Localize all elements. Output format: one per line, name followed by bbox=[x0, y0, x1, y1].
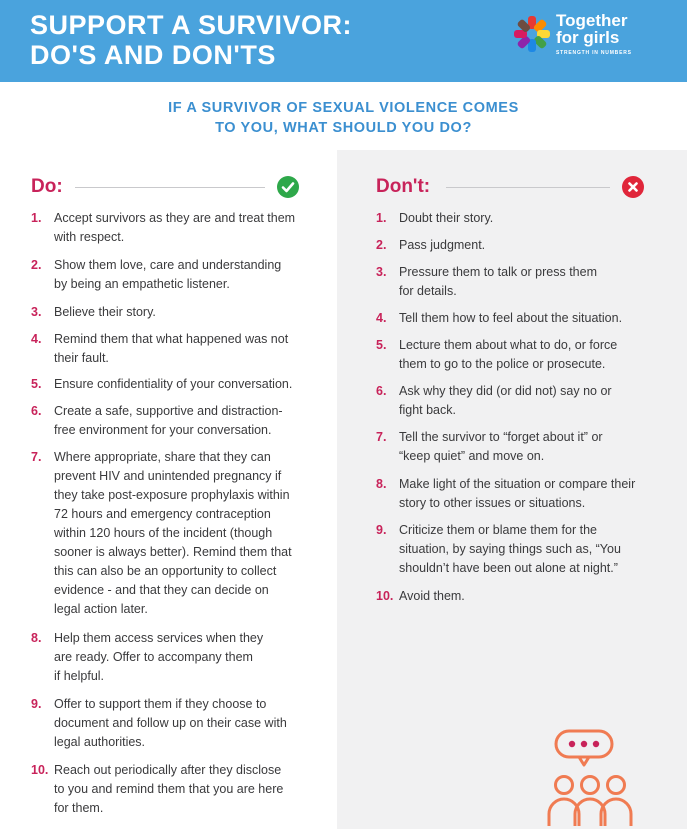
item-line: Doubt their story. bbox=[399, 211, 494, 225]
item-number: 2. bbox=[376, 238, 387, 252]
item-line: shouldn’t have been out alone at night.” bbox=[399, 561, 618, 575]
title-line-2: DO'S AND DON'TS bbox=[30, 40, 276, 70]
item-line: 72 hours and emergency contraception bbox=[54, 507, 271, 521]
item-line: are ready. Offer to accompany them bbox=[54, 650, 253, 664]
item-line: Avoid them. bbox=[399, 589, 465, 603]
item-line: them to go to the police or prosecute. bbox=[399, 357, 606, 371]
together-for-girls-logo bbox=[512, 12, 662, 64]
item-line: with respect. bbox=[54, 230, 125, 244]
item-text bbox=[399, 336, 617, 374]
item-text bbox=[399, 382, 612, 420]
item-text bbox=[54, 330, 288, 368]
item-line: within 120 hours of the incident (though bbox=[54, 526, 273, 540]
subheading-line-1: IF A SURVIVOR OF SEXUAL VIOLENCE COMES bbox=[168, 100, 519, 116]
item-text bbox=[54, 761, 283, 818]
item-number: 3. bbox=[31, 305, 42, 319]
item-number: 6. bbox=[376, 384, 387, 398]
item-line: legal action later. bbox=[54, 602, 148, 616]
item-text bbox=[399, 309, 622, 328]
page-title bbox=[30, 10, 352, 70]
item-number: 2. bbox=[31, 258, 42, 272]
do-divider bbox=[75, 187, 265, 188]
item-number: 5. bbox=[376, 338, 387, 352]
item-number: 1. bbox=[31, 211, 42, 225]
item-line: Ensure confidentiality of your conversation. bbox=[54, 377, 293, 391]
item-text bbox=[399, 475, 635, 513]
item-line: legal authorities. bbox=[54, 735, 146, 749]
logo-text-line-2: for girls bbox=[556, 28, 620, 47]
item-number: 6. bbox=[31, 404, 42, 418]
item-line: Where appropriate, share that they can bbox=[54, 450, 271, 464]
item-line: “keep quiet” and move on. bbox=[399, 449, 545, 463]
subheading bbox=[0, 98, 687, 138]
dont-divider bbox=[446, 187, 610, 188]
item-line: Create a safe, supportive and distraction- bbox=[54, 404, 283, 418]
item-line: sooner is always better). Remind them that bbox=[54, 545, 292, 559]
item-text bbox=[399, 209, 493, 228]
dont-header bbox=[376, 176, 646, 200]
item-text bbox=[54, 209, 295, 247]
item-text bbox=[54, 448, 292, 619]
item-line: Believe their story. bbox=[54, 305, 156, 319]
item-line: Tell them how to feel about the situation. bbox=[399, 311, 623, 325]
item-line: document and follow up on their case with bbox=[54, 716, 287, 730]
item-line: Help them access services when they bbox=[54, 631, 264, 645]
item-line: Remind them that what happened was not bbox=[54, 332, 289, 346]
item-line: prevent HIV and unintended pregnancy if bbox=[54, 469, 282, 483]
item-line: Accept survivors as they are and treat them bbox=[54, 211, 296, 225]
item-line: Ask why they did (or did not) say no or bbox=[399, 384, 612, 398]
logo-tagline: STRENGTH IN NUMBERS bbox=[556, 50, 632, 56]
item-number: 4. bbox=[31, 332, 42, 346]
item-text bbox=[399, 521, 621, 578]
logo-flower-icon bbox=[512, 14, 552, 54]
item-line: situation, by saying things such as, “You bbox=[399, 542, 621, 556]
item-line: Tell the survivor to “forget about it” or bbox=[399, 430, 603, 444]
item-text bbox=[54, 256, 281, 294]
item-line: by being an empathetic listener. bbox=[54, 277, 230, 291]
item-number: 5. bbox=[31, 377, 42, 391]
item-line: story to other issues or situations. bbox=[399, 496, 586, 510]
item-text bbox=[54, 629, 263, 686]
item-line: fight back. bbox=[399, 403, 456, 417]
item-line: Show them love, care and understanding bbox=[54, 258, 282, 272]
item-text bbox=[54, 402, 283, 440]
item-line: Pressure them to talk or press them bbox=[399, 265, 597, 279]
item-number: 1. bbox=[376, 211, 387, 225]
item-text bbox=[399, 587, 465, 606]
item-text bbox=[399, 428, 603, 466]
do-label: Do: bbox=[31, 176, 63, 197]
do-header bbox=[31, 176, 301, 200]
item-line: for details. bbox=[399, 284, 457, 298]
item-line: Make light of the situation or compare their bbox=[399, 477, 636, 491]
check-icon bbox=[277, 176, 299, 198]
item-number: 10. bbox=[31, 763, 49, 777]
item-line: Reach out periodically after they disclose bbox=[54, 763, 282, 777]
item-line: Offer to support them if they choose to bbox=[54, 697, 267, 711]
title-line-1: SUPPORT A SURVIVOR: bbox=[30, 10, 353, 40]
item-number: 8. bbox=[31, 631, 42, 645]
item-number: 9. bbox=[376, 523, 387, 537]
item-text bbox=[399, 236, 485, 255]
item-number: 9. bbox=[31, 697, 42, 711]
cross-icon bbox=[622, 176, 644, 198]
item-line: their fault. bbox=[54, 351, 109, 365]
item-number: 10. bbox=[376, 589, 394, 603]
item-line: evidence - and that they can decide on bbox=[54, 583, 269, 597]
item-line: to you and remind them that you are here bbox=[54, 782, 284, 796]
item-line: Lecture them about what to do, or force bbox=[399, 338, 618, 352]
item-text bbox=[54, 375, 292, 394]
item-number: 7. bbox=[31, 450, 42, 464]
subheading-line-2: TO YOU, WHAT SHOULD YOU DO? bbox=[215, 120, 472, 136]
item-number: 7. bbox=[376, 430, 387, 444]
item-line: Criticize them or blame them for the bbox=[399, 523, 597, 537]
item-line: if helpful. bbox=[54, 669, 105, 683]
logo-text-line-1: Together bbox=[556, 11, 628, 30]
header-banner bbox=[0, 0, 687, 82]
item-text bbox=[54, 695, 287, 752]
item-text bbox=[399, 263, 597, 301]
item-line: free environment for your conversation. bbox=[54, 423, 272, 437]
item-line: Pass judgment. bbox=[399, 238, 486, 252]
item-line: they take post-exposure prophylaxis within bbox=[54, 488, 290, 502]
item-line: for them. bbox=[54, 801, 104, 815]
people-chat-icon bbox=[537, 728, 647, 828]
item-number: 3. bbox=[376, 265, 387, 279]
item-number: 4. bbox=[376, 311, 387, 325]
item-number: 8. bbox=[376, 477, 387, 491]
dont-label: Don't: bbox=[376, 176, 431, 197]
item-text bbox=[54, 303, 156, 322]
item-line: this can also be an opportunity to collect bbox=[54, 564, 277, 578]
